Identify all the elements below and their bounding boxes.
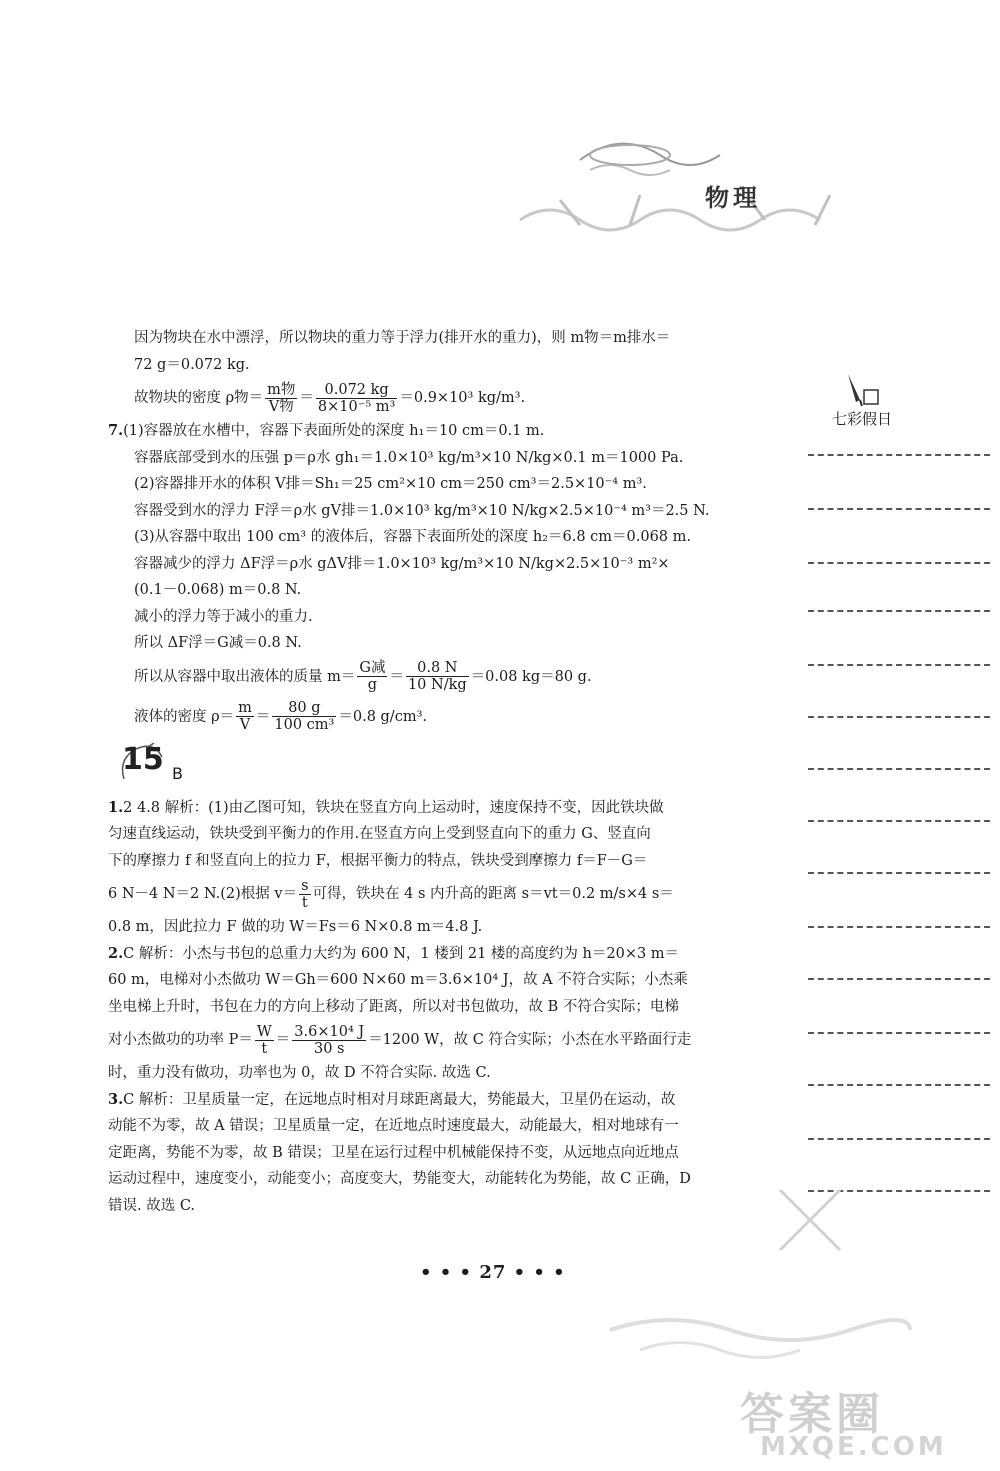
- fraction-denominator: 10 N/kg: [407, 677, 467, 693]
- pen-icon: [842, 370, 882, 410]
- fraction-denominator: V: [239, 717, 251, 733]
- fraction-numerator: 0.8 N: [406, 660, 469, 677]
- fraction-numerator: G减: [359, 660, 386, 676]
- text-line: 定距离，势能不为零，故 B 错误；卫星在运行过程中机械能保持不变，从远地点向近地点: [108, 1144, 679, 1161]
- text-fragment: 故物块的密度 ρ物＝: [134, 390, 264, 406]
- note-lines: [808, 454, 990, 1214]
- text-line: 60 m，电梯对小杰做功 W＝Gh＝600 N×60 m＝3.6×10⁴ J，故 A 不符合实际；小杰乘: [108, 972, 688, 988]
- fraction-numerator: m物: [267, 381, 296, 398]
- fraction: [406, 660, 469, 693]
- question-7-line: [108, 418, 748, 445]
- fraction: [255, 1024, 274, 1057]
- text-line: 匀速直线运动，铁块受到平衡力的作用.在竖直方向上受到竖直向下的重力 G、竖直向: [108, 826, 651, 842]
- text-line: 72 g＝0.072 kg.: [134, 356, 250, 373]
- bottom-decoration: [600, 1180, 920, 1380]
- fraction: [316, 382, 397, 415]
- text-fragment: ＝: [275, 1032, 291, 1048]
- item-number: 2.: [108, 944, 124, 962]
- note-line: [808, 664, 990, 666]
- note-line: [808, 508, 990, 510]
- text-fragment: ＝0.9×10³ kg/m³.: [399, 390, 526, 406]
- text-fragment: ＝1200 W，故 C 符合实际；小杰在水平路面行走: [368, 1032, 692, 1048]
- text-fragment: ＝: [389, 668, 404, 685]
- velocity-formula: [108, 874, 748, 914]
- note-line: [808, 562, 990, 564]
- text-fragment: (1)容器放在水槽中，容器下表面所处的深度 h₁＝10 cm＝0.1 m.: [123, 423, 545, 439]
- text-fragment: C 解析：卫星质量一定，在远地点时相对月球距离最大，势能最大，卫星仍在运动，故: [123, 1091, 676, 1108]
- fraction-denominator: V物: [268, 398, 294, 415]
- item-number: 3.: [108, 1090, 124, 1108]
- fraction-denominator: 30 s: [313, 1040, 345, 1057]
- fraction: [236, 700, 254, 733]
- section-letter: B: [172, 763, 183, 783]
- fraction-numerator: s: [301, 877, 309, 894]
- item-number: 7.: [108, 422, 124, 439]
- text-fragment: ＝0.8 g/cm³.: [338, 708, 427, 725]
- power-formula: [108, 1020, 748, 1060]
- header-decoration: [500, 100, 900, 250]
- fraction-denominator: g: [367, 677, 378, 693]
- note-line: [808, 610, 990, 612]
- side-label: 七彩假日: [832, 410, 893, 428]
- note-line: [808, 872, 990, 874]
- text-line: 所以 ΔF浮＝G减＝0.8 N.: [134, 635, 302, 651]
- watermark-url: MXQE.COM: [760, 1432, 947, 1462]
- text-fragment: ＝: [299, 390, 314, 406]
- text-fragment: 6 N－4 N＝2 N.(2)根据 v＝: [108, 886, 298, 902]
- text-line: 运动过程中，速度变小，动能变小；高度变大，势能变大，动能转化为势能，故 C 正确，D: [108, 1171, 691, 1187]
- subject-title: 物理: [705, 184, 761, 212]
- text-line: 时，重力没有做功，功率也为 0，故 D 不符合实际. 故选 C.: [108, 1065, 491, 1081]
- density-formula: [108, 378, 748, 418]
- fraction-numerator: 3.6×10⁴ J: [294, 1023, 365, 1040]
- mass-formula: [108, 657, 748, 697]
- fraction-numerator: 0.072 kg: [316, 382, 397, 399]
- text-line: 容器受到水的浮力 F浮＝ρ水 gV排＝1.0×10³ kg/m³×10 N/kg×2.5×10⁻⁴ m³＝2.5 N.: [134, 502, 710, 519]
- text-line: 坐电梯上升时，书包在力的方向上移动了距离，所以对书包做功，故 B 不符合实际；电梯: [108, 998, 679, 1015]
- text-fragment: 2 4.8 解析：(1)由乙图可知，铁块在竖直方向上运动时，速度保持不变，因此铁块做: [123, 799, 664, 816]
- watermark-logo: 答案圈: [740, 1389, 884, 1440]
- fraction-denominator: 100 cm³: [274, 717, 335, 733]
- answer-content: [108, 325, 748, 1219]
- liquid-density-formula: [108, 697, 748, 737]
- note-line: [808, 768, 990, 770]
- note-line: [808, 820, 990, 822]
- text-fragment: ＝: [255, 708, 271, 725]
- fraction-denominator: 8×10⁻⁵ m³: [317, 398, 396, 415]
- fraction-numerator: m: [238, 700, 252, 716]
- note-line: [808, 1084, 990, 1086]
- note-line: [808, 716, 990, 718]
- section-badge: [118, 743, 748, 787]
- text-line: (2)容器排开水的体积 V排＝Sh₁＝25 cm²×10 cm＝250 cm³＝2.5×10⁻⁴ m³.: [134, 476, 647, 492]
- note-line: [808, 926, 990, 928]
- fraction-numerator: 80 g: [272, 700, 336, 717]
- fraction: [265, 382, 297, 415]
- answer-1-line: [108, 795, 748, 822]
- fraction-denominator: t: [261, 1040, 268, 1057]
- text-line: 容器减少的浮力 ΔF浮＝ρ水 gΔV排＝1.0×10³ kg/m³×10 N/kg×2.5×10⁻³ m²×: [134, 555, 670, 572]
- text-fragment: 可得，铁块在 4 s 内升高的距离 s＝vt＝0.2 m/s×4 s＝: [312, 886, 674, 902]
- page-number: • • • 27 • • •: [420, 1262, 566, 1283]
- note-line: [808, 1032, 990, 1034]
- fraction-numerator: W: [256, 1023, 272, 1040]
- item-number: 1.: [108, 798, 124, 816]
- text-line: 下的摩擦力 f 和竖直向上的拉力 F，根据平衡力的特点，铁块受到摩擦力 f＝F－G＝: [108, 852, 648, 869]
- answer-3-line: [108, 1087, 748, 1114]
- text-fragment: C 解析：小杰与书包的总重力大约为 600 N，1 楼到 21 楼的高度约为 h＝20×3 m＝: [123, 945, 680, 962]
- text-line: 动能不为零，故 A 错误；卫星质量一定，在近地点时速度最大，动能最大，相对地球有一: [108, 1118, 679, 1134]
- text-line: 错误. 故选 C.: [108, 1197, 196, 1214]
- text-fragment: 液体的密度 ρ＝: [134, 708, 235, 725]
- text-line: 0.8 m，因此拉力 F 做的功 W＝Fs＝6 N×0.8 m＝4.8 J.: [108, 919, 483, 935]
- text-fragment: ＝0.08 kg＝80 g.: [470, 668, 592, 685]
- text-line: 因为物块在水中漂浮，所以物块的重力等于浮力(排开水的重力)，则 m物＝m排水＝: [134, 330, 671, 346]
- note-line: [808, 454, 990, 456]
- note-line: [808, 1138, 990, 1140]
- text-line: 减小的浮力等于减小的重力.: [134, 608, 313, 625]
- text-fragment: 对小杰做功的功率 P＝: [108, 1032, 253, 1048]
- section-number: 15: [122, 741, 164, 777]
- fraction: [272, 700, 336, 733]
- note-line: [808, 978, 990, 980]
- fraction: [357, 660, 387, 693]
- fraction-denominator: t: [301, 894, 308, 911]
- fraction: [299, 878, 310, 911]
- text-line: 容器底部受到水的压强 p＝ρ水 gh₁＝1.0×10³ kg/m³×10 N/kg×0.1 m＝1000 Pa.: [134, 449, 684, 466]
- answer-2-line: [108, 941, 748, 968]
- fraction: [292, 1024, 366, 1057]
- text-line: (3)从容器中取出 100 cm³ 的液体后，容器下表面所处的深度 h₂＝6.8 cm＝0.068 m.: [134, 529, 692, 545]
- text-fragment: 所以从容器中取出液体的质量 m＝: [134, 668, 356, 685]
- text-line: (0.1－0.068) m＝0.8 N.: [134, 582, 302, 598]
